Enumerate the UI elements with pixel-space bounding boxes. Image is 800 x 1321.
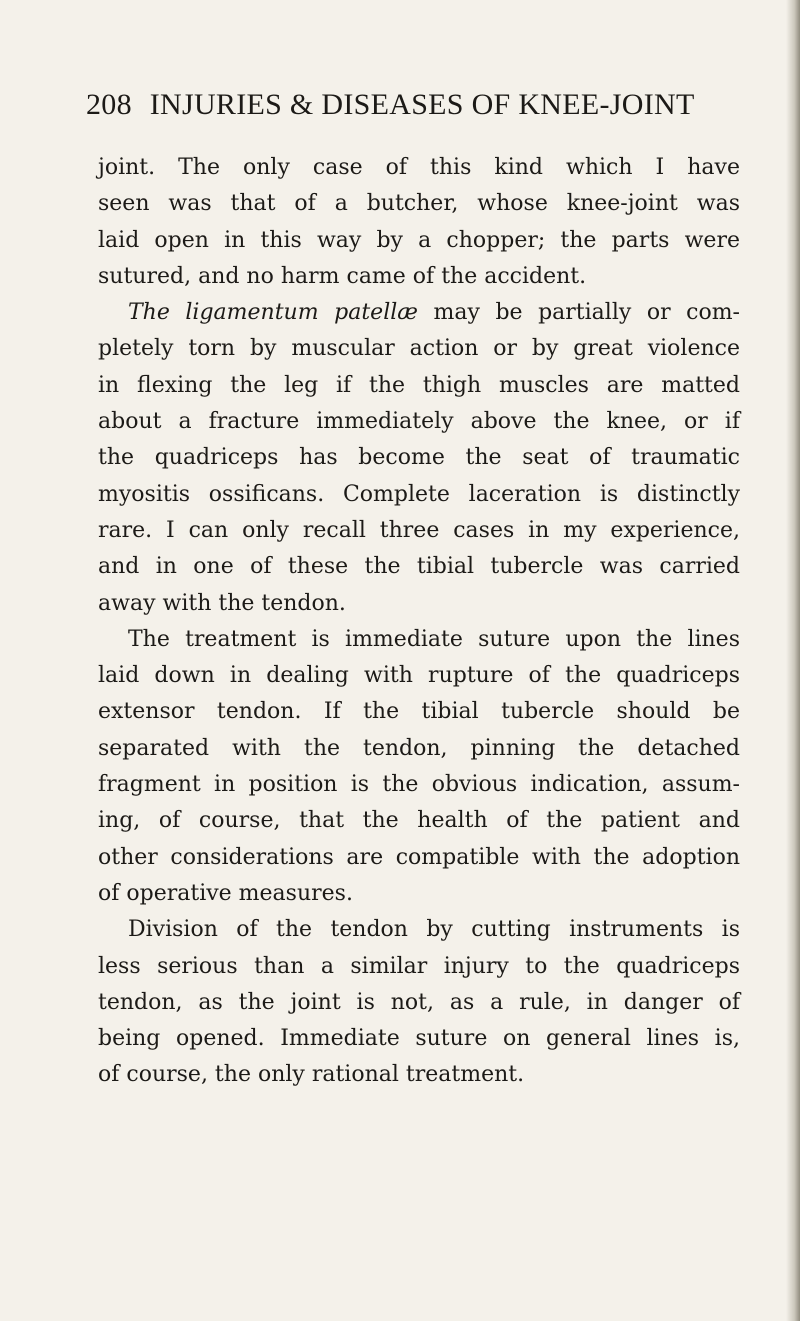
text-line: Division of the tendon by cutting instruments is bbox=[128, 917, 740, 943]
text-line: in flexing the leg if the thigh muscles are matted bbox=[98, 372, 740, 398]
page-edge-shadow bbox=[786, 0, 800, 1321]
text-line: separated with the tendon, pinning the detached bbox=[98, 735, 740, 761]
text-line: seen was that of a butcher, whose knee-joint was bbox=[98, 191, 740, 217]
running-head bbox=[86, 88, 746, 122]
text-line: sutured, and no harm came of the accident. bbox=[98, 263, 587, 289]
text-line bbox=[98, 295, 740, 331]
text-line: about a fracture immediately above the knee, or if bbox=[98, 409, 740, 435]
text-line-rest: may be partially or com- bbox=[433, 300, 740, 326]
text-line: myositis ossificans. Complete laceration is distinctly bbox=[98, 481, 740, 507]
body-text bbox=[98, 150, 740, 1094]
text-line: The treatment is immediate suture upon the lines bbox=[128, 626, 740, 652]
italic-term: The ligamentum patellæ bbox=[128, 300, 418, 326]
text-line: joint. The only case of this kind which I have bbox=[98, 155, 740, 180]
text-line: the quadriceps has become the seat of traumatic bbox=[98, 445, 740, 471]
text-line: less serious than a similar injury to the quadriceps bbox=[98, 953, 740, 979]
text-line: of course, the only rational treatment. bbox=[98, 1062, 525, 1088]
text-line: and in one of these the tibial tubercle was carried bbox=[98, 554, 740, 580]
text-line: rare. I can only recall three cases in my experience, bbox=[98, 517, 740, 543]
text-line: ing, of course, that the health of the patient and bbox=[98, 808, 740, 834]
text-line: fragment in position is the obvious indication, assum- bbox=[98, 772, 740, 798]
text-line: being opened. Immediate suture on general lines is, bbox=[98, 1026, 740, 1052]
text-line: laid down in dealing with rupture of the quadriceps bbox=[98, 663, 740, 689]
text-line: laid open in this way by a chopper; the parts were bbox=[98, 227, 740, 253]
text-line: away with the tendon. bbox=[98, 590, 346, 616]
text-line: tendon, as the joint is not, as a rule, in danger of bbox=[98, 989, 740, 1015]
chapter-title: INJURIES & DISEASES OF KNEE-JOINT bbox=[149, 88, 695, 121]
text-line: of operative measures. bbox=[98, 880, 353, 906]
text-line: extensor tendon. If the tibial tubercle should be bbox=[98, 699, 740, 725]
text-line: other considerations are compatible with the adoption bbox=[98, 844, 740, 870]
text-line: pletely torn by muscular action or by great violence bbox=[98, 336, 740, 362]
page-number: 208 bbox=[86, 88, 132, 121]
